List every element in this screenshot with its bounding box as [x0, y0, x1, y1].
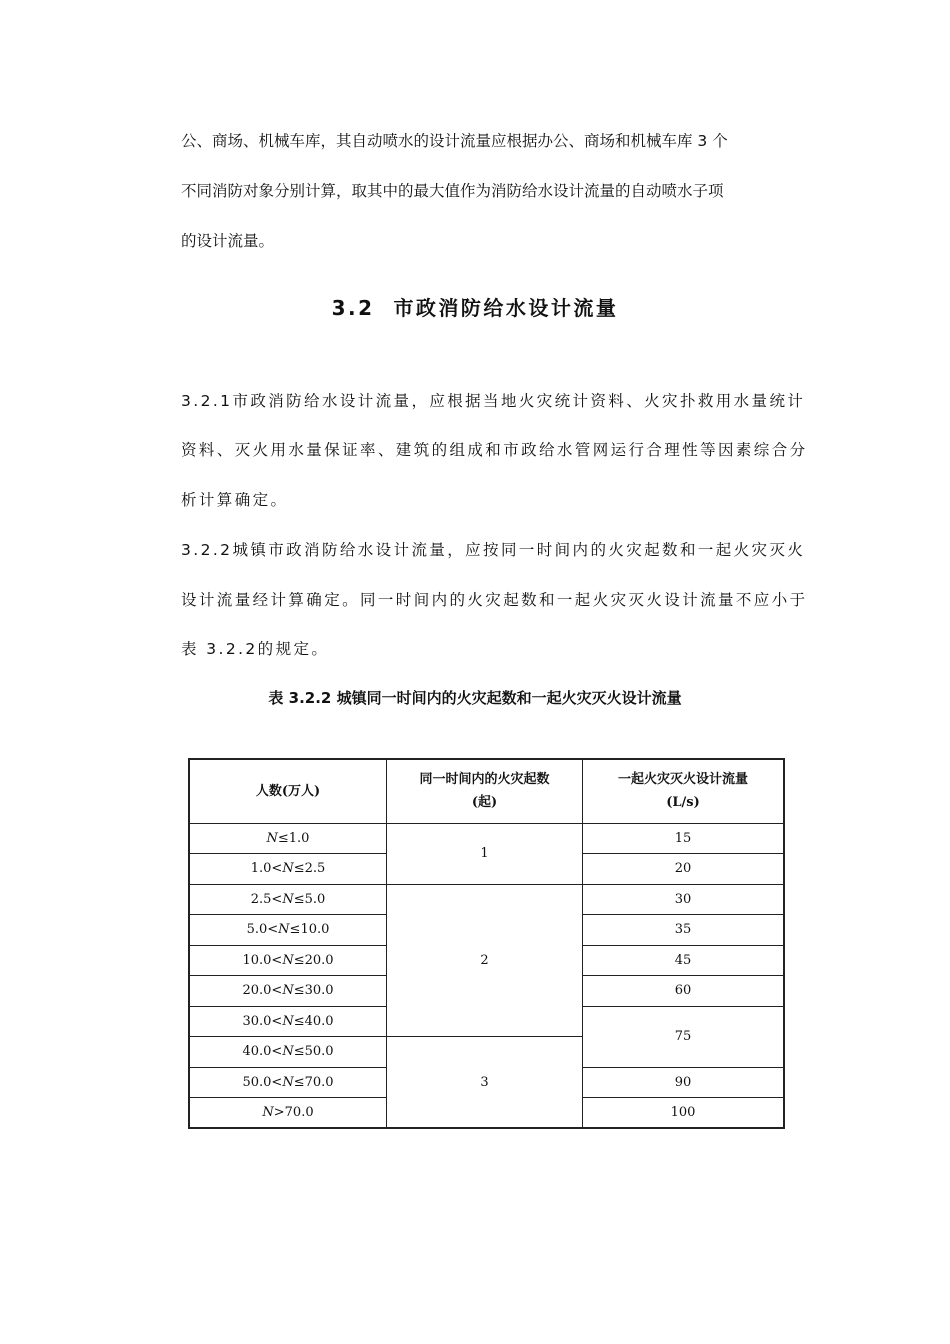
flow-cell: 75: [583, 1006, 785, 1067]
fires-cell: 1: [387, 823, 583, 884]
table-caption: 表 3.2.2 城镇同一时间内的火灾起数和一起火灾灭火设计流量: [268, 689, 682, 707]
section-heading: [0, 292, 950, 321]
section-title: 市政消防给水设计流量: [393, 296, 619, 320]
flow-cell: 45: [583, 945, 785, 976]
flow-cell: 20: [583, 854, 785, 885]
clause-321-line-1: 3.2.1市政消防给水设计流量，应根据当地火灾统计资料、火灾扑救用水量统计: [181, 392, 806, 410]
clause-322-line-3: 表 3.2.2的规定。: [181, 640, 330, 658]
flow-cell: 60: [583, 976, 785, 1007]
header-fires-line-2: (起): [471, 795, 498, 811]
flow-cell: 90: [583, 1067, 785, 1098]
population-cell: 10.0<N≤20.0: [189, 945, 387, 976]
header-fires-line-1: 同一时间内的火灾起数: [419, 772, 550, 788]
clause-321-line-3: 析计算确定。: [181, 491, 289, 509]
population-cell: 20.0<N≤30.0: [189, 976, 387, 1007]
table-row: [189, 823, 784, 854]
intro-line-1: 公、商场、机械车库，其自动喷水的设计流量应根据办公、商场和机械车库 3 个: [181, 132, 728, 150]
population-cell: 50.0<N≤70.0: [189, 1067, 387, 1098]
clause-322-line-2: 设计流量经计算确定。同一时间内的火灾起数和一起火灾灭火设计流量不应小于: [181, 591, 808, 609]
header-flow: [583, 759, 785, 823]
intro-line-3: 的设计流量。: [181, 232, 275, 250]
header-fires: [387, 759, 583, 823]
fires-cell: 2: [387, 884, 583, 1037]
population-cell: 2.5<N≤5.0: [189, 884, 387, 915]
header-flow-line-2: (L/s): [666, 795, 700, 811]
clause-321-line-2: 资料、灭火用水量保证率、建筑的组成和市政给水管网运行合理性等因素综合分: [181, 441, 808, 459]
population-cell: 30.0<N≤40.0: [189, 1006, 387, 1037]
intro-line-2: 不同消防对象分别计算，取其中的最大值作为消防给水设计流量的自动喷水子项: [181, 182, 724, 200]
section-number: 3.2: [331, 296, 375, 320]
population-cell: 40.0<N≤50.0: [189, 1037, 387, 1068]
flow-cell: 35: [583, 915, 785, 946]
population-cell: 1.0<N≤2.5: [189, 854, 387, 885]
table-row: [189, 884, 784, 915]
header-flow-line-1: 一起火灾灭火设计流量: [617, 772, 748, 788]
flow-cell: 100: [583, 1098, 785, 1129]
fires-cell: 3: [387, 1037, 583, 1129]
population-cell: N>70.0: [189, 1098, 387, 1129]
flow-cell: 15: [583, 823, 785, 854]
population-cell: N≤1.0: [189, 823, 387, 854]
flow-table: [188, 758, 785, 1129]
header-population: 人数(万人): [189, 759, 387, 823]
population-cell: 5.0<N≤10.0: [189, 915, 387, 946]
clause-322-line-1: 3.2.2城镇市政消防给水设计流量，应按同一时间内的火灾起数和一起火灾灭火: [181, 541, 806, 559]
flow-cell: 30: [583, 884, 785, 915]
